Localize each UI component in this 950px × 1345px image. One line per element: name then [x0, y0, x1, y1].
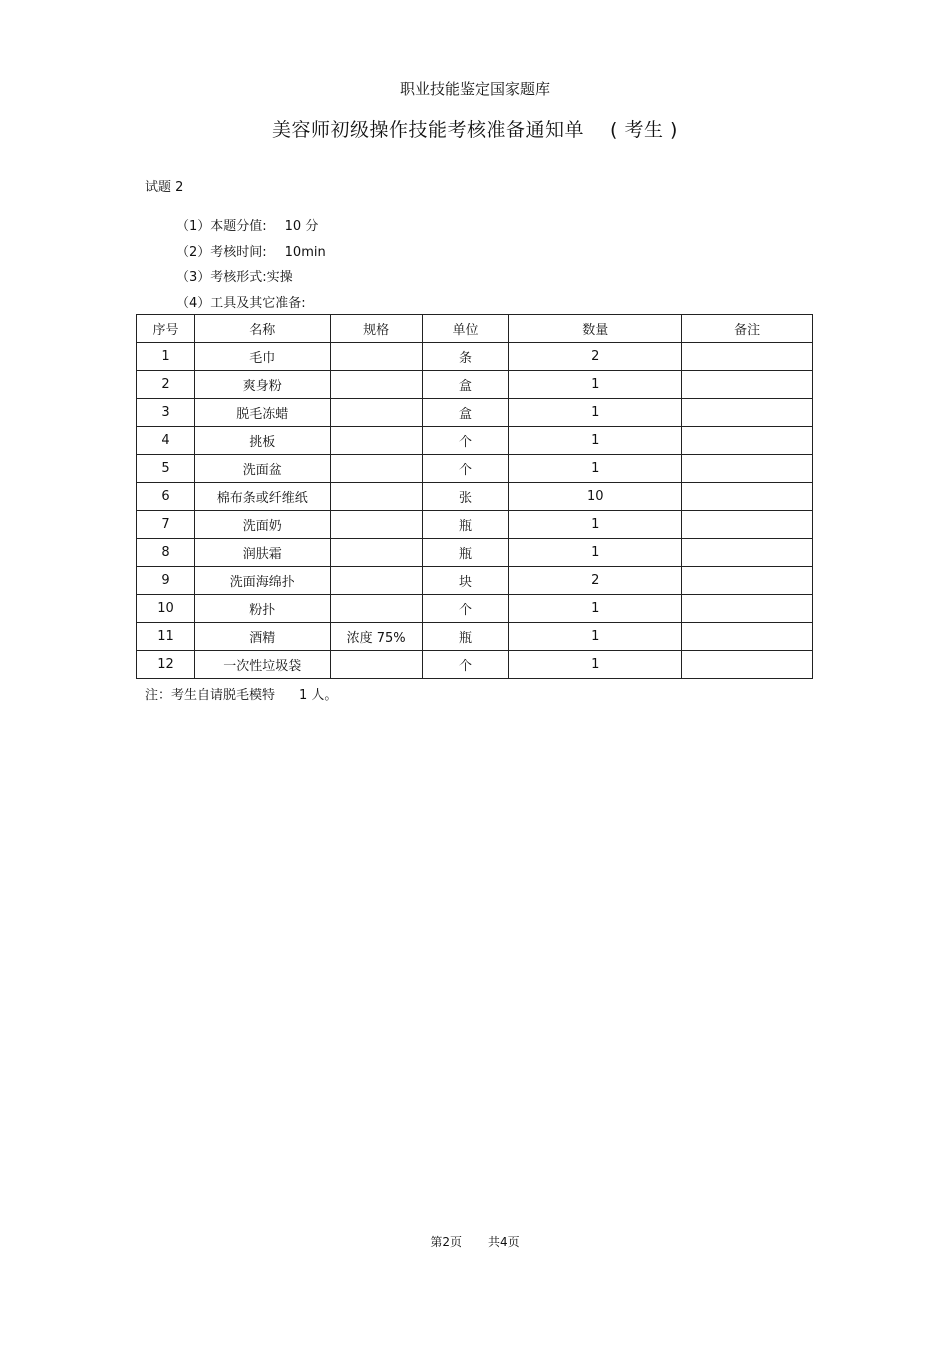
cell-unit: 瓶: [422, 539, 509, 567]
cell-name: 爽身粉: [194, 371, 330, 399]
cell-quantity: 2: [509, 567, 682, 595]
note-text: 注：考生自请脱毛模特: [145, 688, 276, 703]
cell-index: 9: [137, 567, 195, 595]
cell-unit: 条: [422, 343, 509, 371]
cell-name: 棉布条或纤维纸: [194, 483, 330, 511]
cell-name: 洗面盆: [194, 455, 330, 483]
info-row-score: [176, 214, 326, 240]
cell-unit: 块: [422, 567, 509, 595]
page-footer: [0, 1233, 950, 1250]
question-number: 试题 2: [145, 180, 184, 195]
cell-index: 11: [137, 623, 195, 651]
table-row: [137, 455, 813, 483]
cell-quantity: 1: [509, 623, 682, 651]
cell-remark: [682, 371, 813, 399]
cell-unit: 瓶: [422, 623, 509, 651]
page-number: 第2页: [430, 1235, 462, 1249]
cell-remark: [682, 455, 813, 483]
exam-info-list: [176, 214, 326, 316]
cell-remark: [682, 511, 813, 539]
table-row: [137, 623, 813, 651]
document-title-suffix: ( 考生 ): [610, 119, 678, 141]
cell-remark: [682, 595, 813, 623]
table-row: [137, 483, 813, 511]
info-label: （4）工具及其它准备:: [176, 295, 306, 311]
cell-index: 12: [137, 651, 195, 679]
cell-unit: 个: [422, 427, 509, 455]
column-header-index: 序号: [137, 315, 195, 343]
info-label: （3）考核形式:: [176, 270, 267, 285]
cell-spec: 浓度 75%: [330, 623, 422, 651]
cell-quantity: 1: [509, 399, 682, 427]
cell-quantity: 1: [509, 427, 682, 455]
info-row-tools: [176, 291, 326, 317]
cell-unit: 盒: [422, 399, 509, 427]
table-row: [137, 511, 813, 539]
cell-name: 洗面海绵扑: [194, 567, 330, 595]
cell-remark: [682, 399, 813, 427]
cell-quantity: 1: [509, 511, 682, 539]
document-title: [0, 115, 950, 142]
cell-spec: [330, 455, 422, 483]
cell-remark: [682, 567, 813, 595]
info-value: 10min: [284, 244, 326, 260]
cell-name: 酒精: [194, 623, 330, 651]
cell-name: 润肤霜: [194, 539, 330, 567]
cell-remark: [682, 427, 813, 455]
question-bank-title: 职业技能鉴定国家题库: [399, 80, 550, 98]
page-total: 共4页: [488, 1235, 520, 1249]
cell-index: 10: [137, 595, 195, 623]
cell-index: 3: [137, 399, 195, 427]
cell-quantity: 1: [509, 651, 682, 679]
cell-spec: [330, 483, 422, 511]
cell-index: 5: [137, 455, 195, 483]
info-value: 10 分: [284, 219, 319, 234]
cell-unit: 个: [422, 595, 509, 623]
cell-spec: [330, 651, 422, 679]
cell-quantity: 1: [509, 539, 682, 567]
cell-index: 1: [137, 343, 195, 371]
cell-quantity: 1: [509, 595, 682, 623]
table-row: [137, 567, 813, 595]
info-row-format: [176, 265, 326, 291]
cell-index: 2: [137, 371, 195, 399]
cell-spec: [330, 567, 422, 595]
cell-spec: [330, 427, 422, 455]
cell-unit: 个: [422, 651, 509, 679]
info-row-time: [176, 240, 326, 266]
note: [145, 684, 337, 703]
info-label: （1）本题分值:: [176, 219, 267, 234]
cell-name: 挑板: [194, 427, 330, 455]
table-header-row: [137, 315, 813, 343]
table-row: [137, 399, 813, 427]
cell-remark: [682, 539, 813, 567]
cell-spec: [330, 371, 422, 399]
cell-remark: [682, 623, 813, 651]
cell-spec: [330, 539, 422, 567]
cell-name: 洗面奶: [194, 511, 330, 539]
cell-spec: [330, 511, 422, 539]
table-row: [137, 595, 813, 623]
column-header-unit: 单位: [422, 315, 509, 343]
cell-spec: [330, 399, 422, 427]
document-title-main: 美容师初级操作技能考核准备通知单: [272, 119, 585, 141]
cell-index: 4: [137, 427, 195, 455]
cell-quantity: 10: [509, 483, 682, 511]
cell-quantity: 1: [509, 371, 682, 399]
cell-spec: [330, 595, 422, 623]
table-row: [137, 539, 813, 567]
cell-name: 粉扑: [194, 595, 330, 623]
tools-table: [136, 314, 813, 679]
note-count: 1 人。: [299, 688, 338, 703]
cell-unit: 瓶: [422, 511, 509, 539]
info-label: （2）考核时间:: [176, 244, 267, 260]
cell-name: 一次性垃圾袋: [194, 651, 330, 679]
cell-index: 8: [137, 539, 195, 567]
info-value: 实操: [266, 270, 293, 285]
column-header-quantity: 数量: [509, 315, 682, 343]
cell-index: 7: [137, 511, 195, 539]
column-header-name: 名称: [194, 315, 330, 343]
cell-quantity: 2: [509, 343, 682, 371]
cell-unit: 张: [422, 483, 509, 511]
cell-name: 脱毛冻蜡: [194, 399, 330, 427]
table-row: [137, 343, 813, 371]
column-header-spec: 规格: [330, 315, 422, 343]
table-row: [137, 371, 813, 399]
table-row: [137, 651, 813, 679]
cell-unit: 盒: [422, 371, 509, 399]
cell-remark: [682, 343, 813, 371]
table-row: [137, 427, 813, 455]
cell-name: 毛巾: [194, 343, 330, 371]
cell-unit: 个: [422, 455, 509, 483]
cell-quantity: 1: [509, 455, 682, 483]
tools-table-body: [137, 343, 813, 679]
cell-index: 6: [137, 483, 195, 511]
column-header-remark: 备注: [682, 315, 813, 343]
cell-remark: [682, 651, 813, 679]
cell-remark: [682, 483, 813, 511]
cell-spec: [330, 343, 422, 371]
